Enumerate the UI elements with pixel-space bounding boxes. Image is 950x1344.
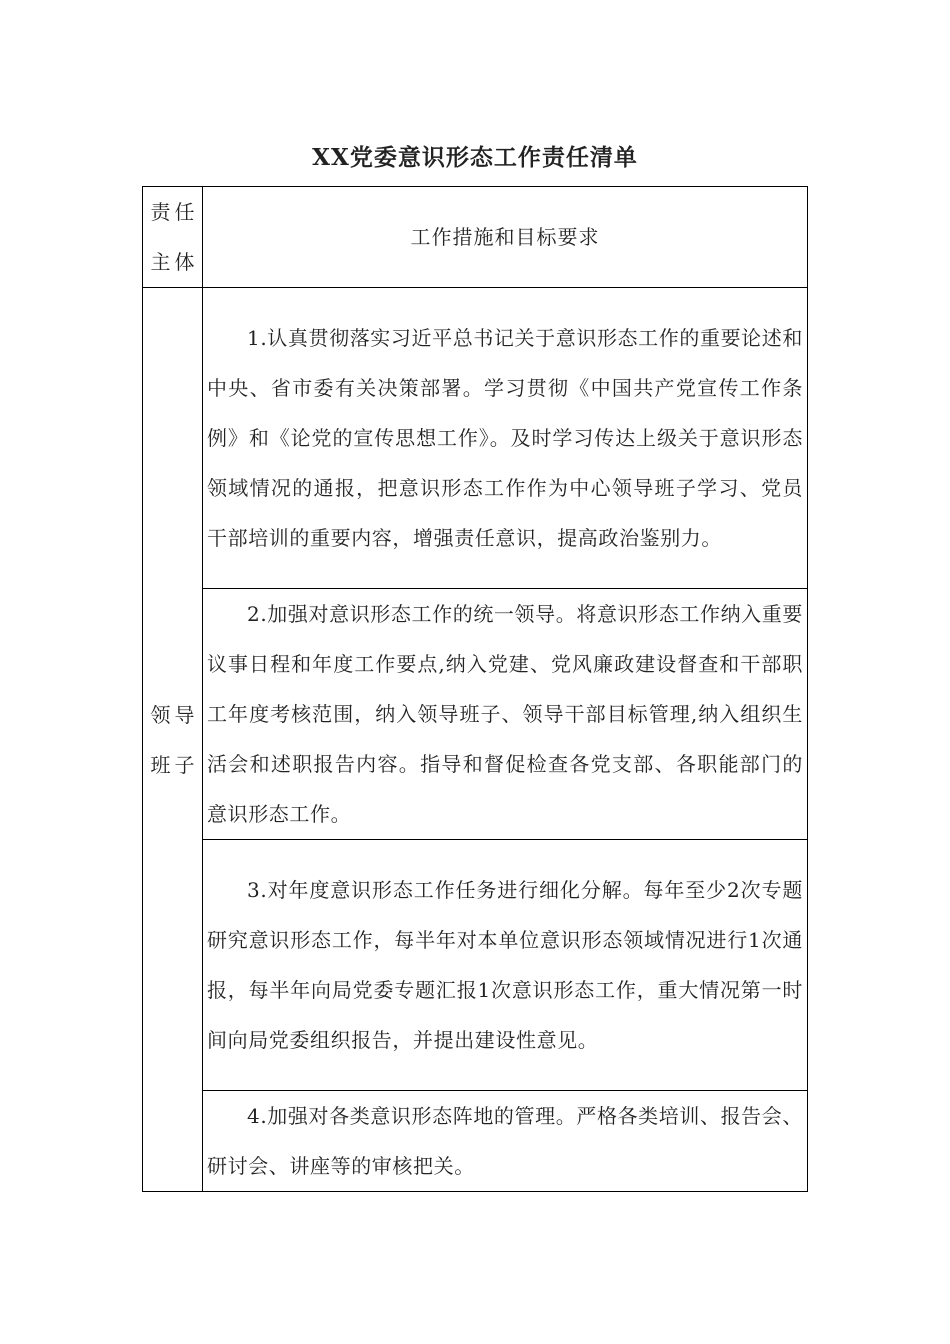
measure-item-4 [203,1091,808,1192]
measure-text: 3.对年度意识形态工作任务进行细化分解。每年至少2次专题研究意识形态工作，每半年对本单位意识形态领域情况进行1次通报，每半年向局党委专题汇报1次意识形态工作，重大情况第一时间向局党委组织报告，并提出建设性意见。 [207,878,803,1052]
header-subject: 责任主体 [143,187,203,288]
measure-item-2 [203,589,808,840]
table-row [143,1091,808,1192]
subject-cell: 领导班子 [143,288,203,1192]
measure-item-1 [203,288,808,589]
measure-text: 2.加强对意识形态工作的统一领导。将意识形态工作纳入重要议事日程和年度工作要点,纳入党建、党风廉政建设督查和干部职工年度考核范围，纳入领导班子、领导干部目标管理,纳入组织生活会和述职报告内容。指导和督促检查各党支部、各职能部门的意识形态工作。 [207,602,803,826]
measure-text: 1.认真贯彻落实习近平总书记关于意识形态工作的重要论述和中央、省市委有关决策部署。学习贯彻《中国共产党宣传工作条例》和《论党的宣传思想工作》。及时学习传达上级关于意识形态领域情况的通报，把意识形态工作作为中心领导班子学习、党员干部培训的重要内容，增强责任意识，提高政治鉴别力。 [207,326,803,550]
measure-text: 4.加强对各类意识形态阵地的管理。严格各类培训、报告会、研讨会、讲座等的审核把关。 [207,1104,803,1178]
measure-item-3 [203,840,808,1091]
table-row [143,288,808,589]
table-row [143,589,808,840]
header-measures: 工作措施和目标要求 [203,187,808,288]
table-header-row [143,187,808,288]
responsibility-table [142,186,808,1192]
table-row [143,840,808,1091]
page-title: XX党委意识形态工作责任清单 [312,144,638,171]
